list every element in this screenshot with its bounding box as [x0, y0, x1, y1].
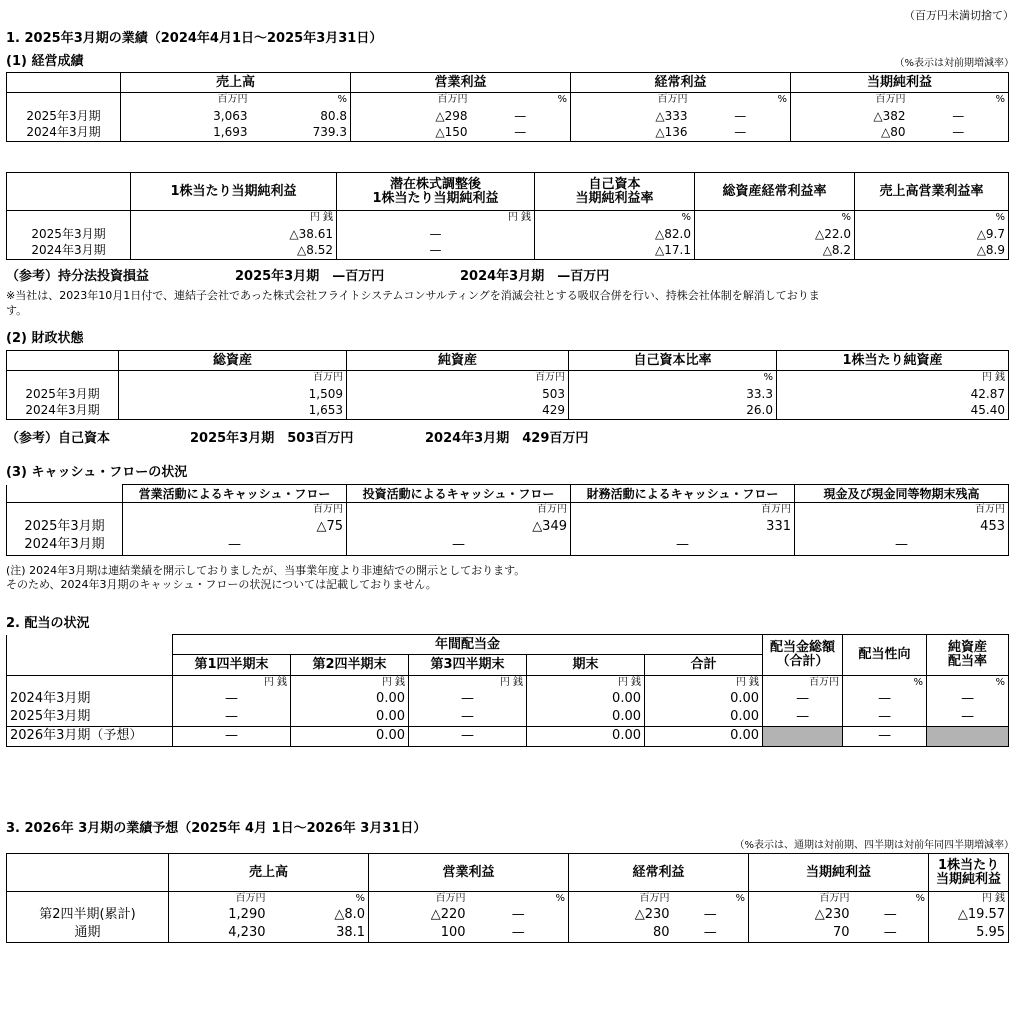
header-total: 合計: [645, 655, 763, 676]
unit-label: 円 銭: [645, 676, 763, 691]
cell: —: [673, 906, 749, 924]
cell: —: [795, 536, 1009, 555]
cell: —: [409, 690, 527, 708]
cell: 0.00: [645, 690, 763, 708]
cell: 38.1: [269, 924, 369, 942]
section1-title: 1. 2025年3月期の業績（2024年4月1日～2025年3月31日）: [6, 31, 383, 46]
unit-label: 円 銭: [527, 676, 645, 691]
forecast-pct-note: （%表示は、通期は対前期、四半期は対前年同四半期増減率）: [734, 840, 1014, 851]
table-row: [7, 536, 1009, 555]
cell: —: [337, 225, 535, 242]
cell: 5.95: [929, 924, 1009, 942]
cell: △8.2: [695, 242, 855, 259]
cell: —: [409, 726, 527, 746]
unit-label: 百万円: [217, 94, 248, 105]
cell: 0.00: [527, 690, 645, 708]
cell: —: [763, 690, 843, 708]
header-ordinary-profit: 経常利益: [569, 854, 749, 892]
cell: 0.00: [291, 690, 409, 708]
cell: △298: [435, 108, 468, 123]
ref-equity-2024: 2024年3月期 429百万円: [425, 431, 589, 446]
ref-equity-label: （参考）自己資本: [6, 431, 111, 446]
cell: △230: [814, 907, 850, 922]
unit-label: %: [471, 93, 571, 108]
unit-label: %: [927, 676, 1009, 691]
header-dividend-total: 配当金総額 （合計）: [763, 635, 843, 676]
cell: —: [173, 690, 291, 708]
cell: △8.0: [269, 906, 369, 924]
header-roa: 総資産経常利益率: [695, 173, 855, 211]
table-row: [7, 690, 1009, 708]
header-net-profit: 当期純利益: [749, 854, 929, 892]
merger-note: ※当社は、2023年10月1日付で、連結子会社であった株式会社フライトシステムコンサルティングを消滅会社とする吸収合併を行い、持株会社体制を解消しておりま: [6, 289, 820, 302]
row-label: 2024年3月期: [7, 690, 173, 708]
cell: △38.61: [131, 225, 337, 242]
header-annual-dividend: 年間配当金: [173, 635, 763, 655]
row-label: 2024年3月期: [7, 242, 131, 259]
cell: 1,509: [119, 385, 347, 402]
header-cash-balance: 現金及び現金同等物期末残高: [795, 485, 1009, 503]
cell: —: [691, 107, 791, 124]
unit-label: %: [843, 676, 927, 691]
forecast-table: [6, 853, 1009, 943]
cell: △8.52: [131, 242, 337, 259]
cell: △19.57: [929, 906, 1009, 924]
cell: 80.8: [251, 107, 351, 124]
unit-label: 百万円: [571, 503, 795, 518]
row-label: 2025年3月期: [7, 107, 121, 124]
header-sales: 売上高: [121, 73, 351, 93]
cash-flow-note-cont: そのため、2024年3月期のキャッシュ・フローの状況については記載しておりません。: [6, 578, 437, 591]
cell: 1,290: [228, 907, 266, 922]
subsection-financial-position: (2) 財政状態: [6, 331, 84, 346]
header-roe: 自己資本 当期純利益率: [535, 173, 695, 211]
cell: 3,063: [213, 108, 248, 123]
cell: 453: [795, 517, 1009, 536]
header-operating-margin: 売上高営業利益率: [855, 173, 1009, 211]
cash-flow-note: (注) 2024年3月期は連結業績を開示しておりましたが、当事業年度より非連結での開示としております。: [6, 564, 526, 577]
cell: 1,693: [121, 124, 251, 141]
cell: 26.0: [569, 402, 777, 419]
row-label: 2024年3月期: [7, 402, 119, 419]
unit-label: %: [569, 371, 777, 386]
header-operating-profit: 営業利益: [369, 854, 569, 892]
cell: 0.00: [527, 726, 645, 746]
cell: △75: [123, 517, 347, 536]
cell: △150: [351, 124, 471, 141]
unit-label: 百万円: [435, 893, 466, 904]
cell: 45.40: [777, 402, 1009, 419]
header-investing-cf: 投資活動によるキャッシュ・フロー: [347, 485, 571, 503]
cell: 70: [749, 924, 853, 942]
financial-position-table: [6, 350, 1009, 420]
unit-label: 円 銭: [929, 892, 1009, 907]
table-row: [7, 726, 1009, 746]
cell: —: [691, 124, 791, 141]
unit-label: 百万円: [795, 503, 1009, 518]
cell: △136: [571, 124, 691, 141]
cell: —: [909, 124, 1009, 141]
row-label: 2024年3月期: [7, 536, 123, 555]
header-financing-cf: 財務活動によるキャッシュ・フロー: [571, 485, 795, 503]
cell: 331: [571, 517, 795, 536]
table-row: [7, 924, 1009, 942]
cell: —: [763, 708, 843, 726]
unit-label: 円 銭: [337, 211, 535, 226]
cell: —: [909, 107, 1009, 124]
unit-label: 百万円: [347, 371, 569, 386]
shaded-cell: [927, 726, 1009, 746]
header-year-end: 期末: [527, 655, 645, 676]
table-row: [7, 124, 1009, 141]
row-label: 2025年3月期: [7, 225, 131, 242]
table-row: [7, 402, 1009, 419]
section3-title: 3. 2026年 3月期の業績予想（2025年 4月 1日～2026年 3月31日）: [6, 821, 427, 836]
ref-equity-method-label: （参考）持分法投資損益: [6, 269, 150, 284]
header-ordinary-profit: 経常利益: [571, 73, 791, 93]
unit-label: %: [673, 892, 749, 907]
ref-equity-method-2024: 2024年3月期 —百万円: [460, 269, 610, 284]
table-row: [7, 242, 1009, 259]
unit-label: 百万円: [119, 371, 347, 386]
cell: —: [471, 124, 571, 141]
cell: 1,653: [119, 402, 347, 419]
header-q2: 第2四半期末: [291, 655, 409, 676]
table-row: [7, 225, 1009, 242]
row-label: 通期: [7, 924, 169, 942]
unit-label: 円 銭: [291, 676, 409, 691]
table-row: [7, 708, 1009, 726]
row-label: 2025年3月期: [7, 517, 123, 536]
header-dividend-on-equity: 純資産 配当率: [927, 635, 1009, 676]
cell: △220: [430, 907, 466, 922]
cell: △349: [347, 517, 571, 536]
row-label: 2025年3月期: [7, 385, 119, 402]
cell: 100: [369, 924, 469, 942]
header-operating-profit: 営業利益: [351, 73, 571, 93]
cell: 503: [347, 385, 569, 402]
pct-change-note: （%表示は対前期増減率）: [894, 58, 1014, 69]
cell: △230: [634, 907, 670, 922]
header-eps: 1株当たり 当期純利益: [929, 854, 1009, 892]
unit-label: 百万円: [437, 94, 468, 105]
unit-label: 百万円: [123, 503, 347, 518]
cell: 4,230: [169, 924, 269, 942]
cell: —: [571, 536, 795, 555]
row-label: 2024年3月期: [7, 124, 121, 141]
row-label: 2026年3月期（予想）: [7, 726, 173, 746]
cell: 0.00: [645, 726, 763, 746]
unit-label: %: [691, 93, 791, 108]
header-net-assets: 純資産: [347, 351, 569, 371]
table-row: [7, 107, 1009, 124]
cash-flow-table: [6, 484, 1009, 556]
unit-label: %: [269, 892, 369, 907]
unit-label: 百万円: [235, 893, 266, 904]
unit-label: %: [535, 211, 695, 226]
header-eps: 1株当たり当期純利益: [131, 173, 337, 211]
ref-equity-method-2025: 2025年3月期 —百万円: [235, 269, 385, 284]
cell: △9.7: [855, 225, 1009, 242]
unit-label: 円 銭: [777, 371, 1009, 386]
cell: —: [123, 536, 347, 555]
header-net-profit: 当期純利益: [791, 73, 1009, 93]
cell: 0.00: [291, 708, 409, 726]
unit-label: 百万円: [347, 503, 571, 518]
cell: △82.0: [535, 225, 695, 242]
cell: 0.00: [645, 708, 763, 726]
cell: 429: [347, 402, 569, 419]
cell: 0.00: [291, 726, 409, 746]
cell: —: [843, 708, 927, 726]
cell: —: [843, 726, 927, 746]
cell: △17.1: [535, 242, 695, 259]
per-share-table: [6, 172, 1009, 260]
cell: 0.00: [527, 708, 645, 726]
cell: 739.3: [251, 124, 351, 141]
cell: —: [469, 924, 569, 942]
header-q3: 第3四半期末: [409, 655, 527, 676]
cell: —: [853, 906, 929, 924]
unit-label: 円 銭: [409, 676, 527, 691]
unit-label: %: [469, 892, 569, 907]
row-label: 2025年3月期: [7, 708, 173, 726]
unit-label: 円 銭: [131, 211, 337, 226]
cell: 33.3: [569, 385, 777, 402]
header-total-assets: 総資産: [119, 351, 347, 371]
cell: △22.0: [695, 225, 855, 242]
cell: △382: [873, 108, 906, 123]
unit-label: %: [909, 93, 1009, 108]
unit-label: 円 銭: [173, 676, 291, 691]
cell: —: [173, 708, 291, 726]
header-payout-ratio: 配当性向: [843, 635, 927, 676]
header-bps: 1株当たり純資産: [777, 351, 1009, 371]
unit-label: 百万円: [875, 94, 906, 105]
shaded-cell: [763, 726, 843, 746]
cell: —: [843, 690, 927, 708]
cell: △8.9: [855, 242, 1009, 259]
unit-label: 百万円: [657, 94, 688, 105]
subsection-cash-flow: (3) キャッシュ・フローの状況: [6, 465, 188, 480]
section2-title: 2. 配当の状況: [6, 616, 90, 631]
cell: △80: [791, 124, 909, 141]
header-operating-cf: 営業活動によるキャッシュ・フロー: [123, 485, 347, 503]
cell: —: [927, 690, 1009, 708]
cell: —: [409, 708, 527, 726]
unit-label: 百万円: [639, 893, 670, 904]
cell: —: [347, 536, 571, 555]
header-equity-ratio: 自己資本比率: [569, 351, 777, 371]
operating-results-table: [6, 72, 1009, 142]
dividend-table: [6, 634, 1009, 747]
unit-label: %: [855, 211, 1009, 226]
header-q1: 第1四半期末: [173, 655, 291, 676]
cell: —: [469, 906, 569, 924]
cell: —: [337, 242, 535, 259]
cell: —: [173, 726, 291, 746]
cell: —: [471, 107, 571, 124]
cell: 80: [569, 924, 673, 942]
row-label: 第2四半期(累計): [7, 906, 169, 924]
cell: △333: [655, 108, 688, 123]
unit-label: %: [853, 892, 929, 907]
unit-label: %: [251, 93, 351, 108]
ref-equity-2025: 2025年3月期 503百万円: [190, 431, 354, 446]
table-row: [7, 517, 1009, 536]
table-row: [7, 906, 1009, 924]
unit-label: 百万円: [763, 676, 843, 691]
unit-note: （百万円未満切捨て）: [904, 9, 1014, 22]
cell: 42.87: [777, 385, 1009, 402]
cell: —: [673, 924, 749, 942]
header-sales: 売上高: [169, 854, 369, 892]
subsection-operating-results: (1) 経営成績: [6, 54, 84, 69]
merger-note-cont: す。: [6, 304, 28, 317]
cell: —: [927, 708, 1009, 726]
header-diluted-eps: 潜在株式調整後 1株当たり当期純利益: [337, 173, 535, 211]
unit-label: 百万円: [819, 893, 850, 904]
table-row: [7, 385, 1009, 402]
unit-label: %: [695, 211, 855, 226]
cell: —: [853, 924, 929, 942]
